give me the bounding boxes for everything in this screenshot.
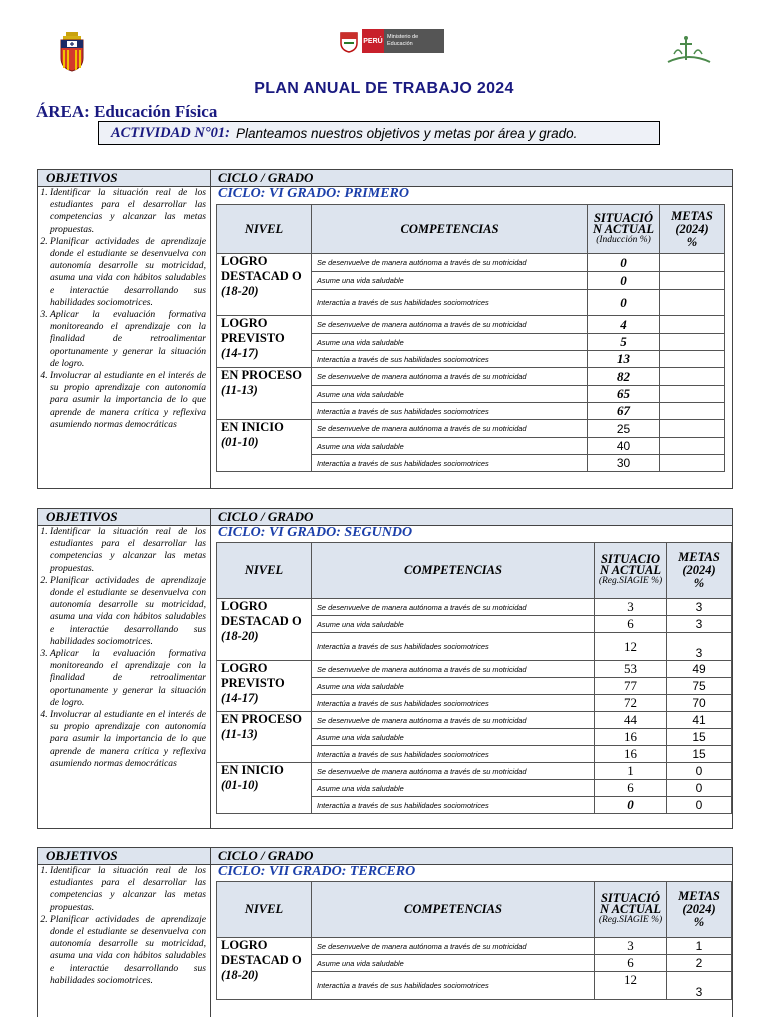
block-header: [38, 848, 732, 865]
competencia-cell: Asume una vida saludable: [312, 272, 588, 290]
activity-label: ACTIVIDAD N°01:: [111, 124, 230, 141]
competencia-cell: Interactúa a través de sus habilidades sociomotrices: [312, 455, 588, 472]
area-value: Educación Física: [94, 102, 218, 121]
competencia-cell: Asume una vida saludable: [312, 780, 595, 797]
competencia-cell: Asume una vida saludable: [312, 955, 595, 972]
peru-minedu-logo: [338, 28, 450, 54]
objetivos-header: OBJETIVOS: [46, 848, 118, 863]
plan-block-2: [37, 508, 733, 829]
situacion-value: 12: [595, 972, 667, 1000]
nivel-cell: EN INICIO (01-10): [217, 420, 312, 472]
nivel-cell: LOGRO PREVISTO (14-17): [217, 316, 312, 368]
meta-value: 70: [667, 695, 732, 712]
meta-value: 75: [667, 678, 732, 695]
objetivos-header: OBJETIVOS: [46, 170, 118, 185]
meta-value: [660, 403, 725, 420]
situacion-value: 4: [588, 316, 660, 334]
objective-item: 3. Aplicar la evaluación formativa monitoreando el aprendizaje con la finalidad de retroalimentar oportunamente y generar la situación de logro.: [50, 648, 206, 709]
situacion-value: 16: [595, 746, 667, 763]
nivel-cell: LOGRO DESTACAD O (18-20): [217, 938, 312, 1000]
meta-value: [660, 386, 725, 403]
nivel-cell: EN PROCESO (11-13): [217, 712, 312, 763]
situacion-value: 0: [588, 272, 660, 290]
meta-value: [660, 351, 725, 368]
meta-value: 3: [667, 633, 732, 661]
meta-value: [660, 334, 725, 351]
page-title: PLAN ANUAL DE TRABAJO 2024: [254, 80, 514, 97]
meta-value: 15: [667, 746, 732, 763]
situacion-value: 6: [595, 616, 667, 633]
meta-value: [660, 420, 725, 438]
objective-item: 4. Involucrar al estudiante en el interés de su propio aprendizaje con autonomía para asumir la importancia de lo que aprende de manera crítica y reflexiva asumiendo normas democráticas: [50, 709, 206, 770]
meta-value: 49: [667, 661, 732, 678]
situacion-header: SITUACIÓ N ACTUAL (Inducción %): [588, 205, 660, 254]
competencia-cell: Interactúa a través de sus habilidades sociomotrices: [312, 695, 595, 712]
objectives-list: [40, 187, 206, 431]
competencia-cell: Interactúa a través de sus habilidades sociomotrices: [312, 633, 595, 661]
competencia-cell: Interactúa a través de sus habilidades sociomotrices: [312, 290, 588, 316]
meta-value: 3: [667, 616, 732, 633]
competencias-header: COMPETENCIAS: [312, 205, 588, 254]
competencia-cell: Interactúa a través de sus habilidades sociomotrices: [312, 797, 595, 814]
nivel-cell: EN INICIO (01-10): [217, 763, 312, 814]
meta-value: [660, 368, 725, 386]
situacion-value: 6: [595, 780, 667, 797]
situacion-value: 25: [588, 420, 660, 438]
peru-shield-icon: [338, 29, 360, 53]
situacion-value: 30: [588, 455, 660, 472]
competencia-cell: Se desenvuelve de manera autónoma a través de su motricidad: [312, 763, 595, 780]
objective-item: 1. Identificar la situación real de los estudiantes para el desarrollar las competencias y alcanzar las metas propuestas.: [50, 865, 206, 914]
metas-header: METAS (2024) %: [667, 543, 732, 599]
situacion-value: 44: [595, 712, 667, 729]
situacion-value: 0: [588, 290, 660, 316]
nivel-cell: LOGRO PREVISTO (14-17): [217, 661, 312, 712]
nivel-header: NIVEL: [217, 543, 312, 599]
peru-label: PERÚ: [362, 29, 384, 53]
competencia-cell: Se desenvuelve de manera autónoma a través de su motricidad: [312, 712, 595, 729]
objetivos-header: OBJETIVOS: [46, 509, 118, 524]
meta-value: 1: [667, 938, 732, 955]
meta-value: [660, 272, 725, 290]
objective-item: 2. Planificar actividades de aprendizaje donde el estudiante se desenvuelva con autonomía desarrolle su motricidad, asuma una vida con hábitos saludables e interactúe desarrollando sus habilidades sociomotrices.: [50, 575, 206, 648]
meta-value: 15: [667, 729, 732, 746]
competencia-cell: Asume una vida saludable: [312, 334, 588, 351]
situacion-value: 12: [595, 633, 667, 661]
institution-logo: [664, 34, 714, 66]
nivel-header: NIVEL: [217, 882, 312, 938]
situacion-value: 13: [588, 351, 660, 368]
ciclo-header: CICLO / GRADO: [218, 170, 314, 185]
objective-item: 4. Involucrar al estudiante en el interés de su propio aprendizaje con autonomía para asumir la importancia de lo que aprende de manera crítica y reflexiva asumiendo normas democráticas: [50, 370, 206, 431]
ciclo-header: CICLO / GRADO: [218, 509, 314, 524]
meta-value: 3: [667, 599, 732, 616]
area-label: ÁREA:: [36, 102, 90, 121]
metas-header: METAS (2024) %: [660, 205, 725, 254]
block-header: [38, 509, 732, 526]
situacion-value: 3: [595, 599, 667, 616]
competencia-cell: Se desenvuelve de manera autónoma a través de su motricidad: [312, 316, 588, 334]
situacion-header: SITUACIO N ACTUAL (Reg.SIAGIE %): [595, 543, 667, 599]
meta-value: 0: [667, 763, 732, 780]
school-crest-logo: [55, 30, 89, 72]
block-header: [38, 170, 732, 187]
situacion-value: 16: [595, 729, 667, 746]
objective-item: 1. Identificar la situación real de los estudiantes para el desarrollar las competencias y alcanzar las metas propuestas.: [50, 187, 206, 236]
competencia-cell: Se desenvuelve de manera autónoma a través de su motricidad: [312, 368, 588, 386]
meta-value: [660, 290, 725, 316]
area-line: [36, 102, 217, 122]
metas-header: METAS (2024) %: [667, 882, 732, 938]
objectives-list: [40, 526, 206, 770]
objective-item: 2. Planificar actividades de aprendizaje donde el estudiante se desenvuelva con autonomía desarrolle su motricidad, asuma una vida con hábitos saludables e interactúe desarrollando sus habilidades sociomotrices.: [50, 236, 206, 309]
meta-value: 2: [667, 955, 732, 972]
ciclo-header: CICLO / GRADO: [218, 848, 314, 863]
nivel-cell: LOGRO DESTACAD O (18-20): [217, 599, 312, 661]
competencia-cell: Interactúa a través de sus habilidades sociomotrices: [312, 972, 595, 1000]
levels-table: [216, 542, 732, 814]
meta-value: 41: [667, 712, 732, 729]
meta-value: [660, 316, 725, 334]
situacion-value: 53: [595, 661, 667, 678]
competencia-cell: Asume una vida saludable: [312, 729, 595, 746]
levels-table: [216, 881, 732, 1000]
competencia-cell: Se desenvuelve de manera autónoma a través de su motricidad: [312, 599, 595, 616]
situacion-value: 77: [595, 678, 667, 695]
objective-item: 1. Identificar la situación real de los estudiantes para el desarrollar las competencias y alcanzar las metas propuestas.: [50, 526, 206, 575]
meta-value: [660, 254, 725, 272]
meta-value: 0: [667, 780, 732, 797]
situacion-value: 40: [588, 438, 660, 455]
competencia-cell: Interactúa a través de sus habilidades sociomotrices: [312, 746, 595, 763]
situacion-value: 0: [595, 797, 667, 814]
meta-value: [660, 438, 725, 455]
activity-banner: [98, 121, 660, 145]
competencias-header: COMPETENCIAS: [312, 543, 595, 599]
meta-value: [660, 455, 725, 472]
objective-item: 2. Planificar actividades de aprendizaje donde el estudiante se desenvuelva con autonomía desarrolle su motricidad, asuma una vida con hábitos saludables e interactúe desarrollando sus habilidades sociomotrices.: [50, 914, 206, 987]
situacion-value: 72: [595, 695, 667, 712]
situacion-value: 0: [588, 254, 660, 272]
levels-table: [216, 204, 725, 472]
nivel-cell: EN PROCESO (11-13): [217, 368, 312, 420]
plan-block-3: [37, 847, 733, 1017]
situacion-value: 5: [588, 334, 660, 351]
situacion-value: 6: [595, 955, 667, 972]
competencia-cell: Interactúa a través de sus habilidades sociomotrices: [312, 403, 588, 420]
meta-value: 0: [667, 797, 732, 814]
objective-item: 3. Aplicar la evaluación formativa monitoreando el aprendizaje con la finalidad de retroalimentar oportunamente y generar la situación de logro.: [50, 309, 206, 370]
nivel-cell: LOGRO DESTACAD O (18-20): [217, 254, 312, 316]
grado-title: CICLO: VII GRADO: TERCERO: [218, 864, 416, 879]
activity-text: Planteamos nuestros objetivos y metas por área y grado.: [236, 125, 578, 141]
competencia-cell: Se desenvuelve de manera autónoma a través de su motricidad: [312, 938, 595, 955]
competencia-cell: Se desenvuelve de manera autónoma a través de su motricidad: [312, 420, 588, 438]
objectives-list: [40, 865, 206, 1015]
situacion-value: 82: [588, 368, 660, 386]
plan-block-1: [37, 169, 733, 489]
situacion-value: 67: [588, 403, 660, 420]
nivel-header: NIVEL: [217, 205, 312, 254]
grado-title: CICLO: VI GRADO: SEGUNDO: [218, 525, 413, 540]
competencias-header: COMPETENCIAS: [312, 882, 595, 938]
competencia-cell: Asume una vida saludable: [312, 616, 595, 633]
meta-value: 3: [667, 972, 732, 1000]
competencia-cell: Asume una vida saludable: [312, 438, 588, 455]
situacion-value: 1: [595, 763, 667, 780]
grado-title: CICLO: VI GRADO: PRIMERO: [218, 186, 409, 201]
competencia-cell: Interactúa a través de sus habilidades sociomotrices: [312, 351, 588, 368]
competencia-cell: Asume una vida saludable: [312, 678, 595, 695]
competencia-cell: Se desenvuelve de manera autónoma a través de su motricidad: [312, 661, 595, 678]
competencia-cell: Asume una vida saludable: [312, 386, 588, 403]
situacion-value: 65: [588, 386, 660, 403]
ministry-label: Ministerio de Educación: [384, 29, 444, 53]
competencia-cell: Se desenvuelve de manera autónoma a través de su motricidad: [312, 254, 588, 272]
situacion-value: 3: [595, 938, 667, 955]
situacion-header: SITUACIÓ N ACTUAL (Reg.SIAGIE %): [595, 882, 667, 938]
